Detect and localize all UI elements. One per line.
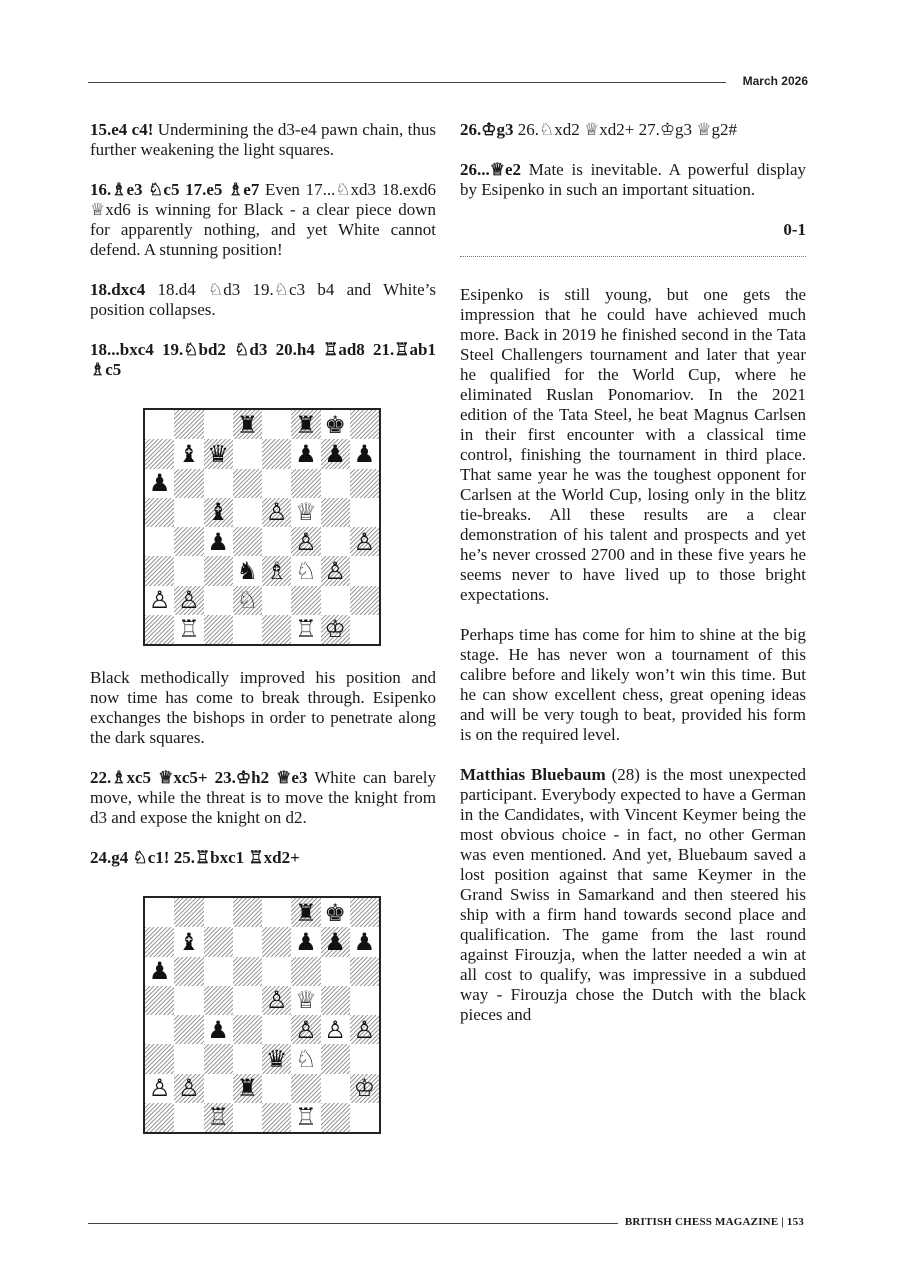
board-square — [262, 410, 291, 439]
board-square — [262, 469, 291, 498]
issue-date: March 2026 — [742, 74, 808, 88]
board-square — [233, 556, 262, 585]
board-square — [291, 1044, 320, 1073]
board-square — [291, 556, 320, 585]
board-square — [350, 1103, 379, 1132]
black-rook-icon: ♜ — [236, 1074, 259, 1103]
board-square — [174, 498, 203, 527]
black-bishop-icon: ♝ — [207, 498, 229, 527]
board-square — [350, 527, 379, 556]
white-pawn-icon: ♙ — [324, 556, 346, 585]
black-knight-icon: ♞ — [236, 556, 259, 585]
right-column — [460, 120, 806, 1025]
board-square — [262, 498, 291, 527]
board-square — [204, 1044, 233, 1073]
board-square — [174, 1103, 203, 1132]
board-square — [321, 410, 350, 439]
white-queen-icon: ♕ — [295, 986, 317, 1015]
board-square — [174, 527, 203, 556]
move-text: 15.e4 c4! — [90, 120, 154, 139]
black-bishop-icon: ♝ — [178, 439, 200, 468]
black-pawn-icon: ♟ — [295, 927, 317, 956]
board-square — [204, 927, 233, 956]
board-square — [145, 556, 174, 585]
white-bishop-icon: ♗ — [265, 556, 288, 585]
board-square — [204, 1015, 233, 1044]
board-square — [291, 586, 320, 615]
board-square — [350, 439, 379, 468]
white-pawn-icon: ♙ — [295, 527, 317, 556]
black-king-icon: ♚ — [324, 898, 346, 927]
board-square — [350, 498, 379, 527]
board-square — [262, 1103, 291, 1132]
black-rook-icon: ♜ — [295, 898, 317, 927]
board-square — [321, 1103, 350, 1132]
black-king-icon: ♚ — [324, 410, 346, 439]
move-text: 26.♔g3 — [460, 120, 514, 139]
commentary: 18.d4 ♘d3 19.♘c3 b4 and White’s position collapses. — [90, 280, 436, 319]
board-square — [291, 986, 320, 1015]
black-pawn-icon: ♟ — [148, 469, 171, 498]
move-paragraph — [90, 180, 436, 260]
move-text: 22.♗xc5 ♕xc5+ 23.♔h2 ♕e3 — [90, 768, 308, 787]
white-pawn-icon: ♙ — [148, 1074, 171, 1103]
divider — [460, 256, 806, 257]
white-pawn-icon: ♙ — [265, 986, 288, 1015]
board-square — [145, 469, 174, 498]
commentary: Undermining the d3-e4 pawn chain, thus further weakening the light squares. — [90, 120, 436, 159]
board-square — [321, 615, 350, 644]
commentary: (28) is the most unexpected participant. Everybody expected to have a German in the Candidates, with Vincent Keymer being the most obvious choice - in fact, no other German was even mentioned. And yet, Bluebaum saved a lost position against that same Keymer in the Grand Swiss in Samarkand and then steered his ship with a firm hand towards second place and qualification. The game from the last round against Firouzja, when the latter needed a win at all cost to qualify, was impressive in a subdued way - Firouzja chose the Dutch with the black pieces and — [460, 765, 806, 1024]
board-square — [262, 586, 291, 615]
black-bishop-icon: ♝ — [178, 927, 200, 956]
black-pawn-icon: ♟ — [148, 957, 171, 986]
header-rule — [88, 82, 726, 83]
board-square — [204, 615, 233, 644]
board-square — [233, 898, 262, 927]
board-square — [145, 527, 174, 556]
board-square — [350, 1015, 379, 1044]
white-knight-icon: ♘ — [236, 586, 259, 615]
board-square — [204, 556, 233, 585]
board-square — [204, 1103, 233, 1132]
black-pawn-icon: ♟ — [295, 439, 317, 468]
board-square — [321, 927, 350, 956]
board-square — [262, 439, 291, 468]
board-square — [262, 1015, 291, 1044]
board-square — [145, 986, 174, 1015]
white-king-icon: ♔ — [324, 615, 346, 644]
board-square — [321, 469, 350, 498]
white-knight-icon: ♘ — [295, 1044, 317, 1073]
board-square — [291, 498, 320, 527]
commentary: Mate is inevitable. A powerful display by Esipenko in such an important situation. — [460, 160, 806, 199]
player-name: Matthias Bluebaum — [460, 765, 606, 784]
black-pawn-icon: ♟ — [207, 1015, 229, 1044]
board-square — [174, 898, 203, 927]
board-square — [350, 986, 379, 1015]
board-square — [350, 957, 379, 986]
board-square — [350, 898, 379, 927]
white-rook-icon: ♖ — [207, 1103, 229, 1132]
black-rook-icon: ♜ — [295, 410, 317, 439]
board-square — [291, 1015, 320, 1044]
board-square — [145, 498, 174, 527]
black-rook-icon: ♜ — [236, 410, 259, 439]
black-pawn-icon: ♟ — [353, 439, 376, 468]
move-text: 18...bxc4 19.♘bd2 ♘d3 20.h4 ♖ad8 21.♖ab1 ♗c5 — [90, 340, 436, 379]
board-square — [233, 615, 262, 644]
board-square — [174, 556, 203, 585]
board-square — [233, 586, 262, 615]
board-square — [321, 527, 350, 556]
board-square — [350, 586, 379, 615]
white-pawn-icon: ♙ — [353, 1015, 376, 1044]
white-queen-icon: ♕ — [295, 498, 317, 527]
board-square — [145, 898, 174, 927]
white-pawn-icon: ♙ — [178, 1074, 200, 1103]
move-text: 26...♕e2 — [460, 160, 522, 179]
board-square — [233, 1103, 262, 1132]
board-square — [321, 498, 350, 527]
board-square — [233, 527, 262, 556]
board-square — [262, 615, 291, 644]
board-square — [350, 927, 379, 956]
board-square — [291, 957, 320, 986]
board-square — [262, 957, 291, 986]
board-square — [174, 410, 203, 439]
board-square — [145, 927, 174, 956]
move-text: 24.g4 ♘c1! 25.♖bxc1 ♖xd2+ — [90, 848, 300, 867]
board-square — [350, 410, 379, 439]
black-pawn-icon: ♟ — [324, 439, 346, 468]
board-square — [174, 927, 203, 956]
board-square — [174, 1015, 203, 1044]
black-pawn-icon: ♟ — [324, 927, 346, 956]
board-square — [174, 1074, 203, 1103]
board-square — [233, 957, 262, 986]
board-square — [204, 957, 233, 986]
article-paragraph: Esipenko is still young, but one gets the impression that he could have achieved much more. Back in 2019 he finished second in the Tata Steel Challengers tournament and later that year he qualified for the World Cup, where he eliminated Ruslan Ponomariov. In the 2021 edition of the Tata Steel, he beat Magnus Carlsen in their first encounter with a classical time control, finishing the tournament in third place. That same year he was the toughest opponent for Carlsen at the World Cup, losing only in the blitz tie-breaks. All these results are a clear demonstration of his talent and prospects and yet he’s never crossed 2700 and in these five years he seems never to have lived up to those bright expectations. — [460, 285, 806, 604]
board-square — [321, 1015, 350, 1044]
article-paragraph — [460, 765, 806, 1025]
black-queen-icon: ♛ — [265, 1044, 288, 1073]
left-column — [90, 120, 436, 1134]
move-paragraph — [90, 120, 436, 160]
white-pawn-icon: ♙ — [265, 498, 288, 527]
board-square — [350, 556, 379, 585]
board-square — [204, 498, 233, 527]
board-square — [291, 410, 320, 439]
board-square — [350, 469, 379, 498]
board-square — [233, 469, 262, 498]
board-square — [321, 556, 350, 585]
article-paragraph: Perhaps time has come for him to shine at the big stage. He has never won a tournament of this calibre before and likely won’t win this time. But he can show excellent chess, great opening ideas and will be very tough to beat, provided his form is on the required level. — [460, 625, 806, 744]
white-rook-icon: ♖ — [295, 615, 317, 644]
board-square — [321, 898, 350, 927]
board-square — [262, 1044, 291, 1073]
board-square — [262, 527, 291, 556]
board-square — [321, 439, 350, 468]
black-pawn-icon: ♟ — [207, 527, 229, 556]
move-paragraph — [460, 160, 806, 200]
board-square — [233, 410, 262, 439]
white-rook-icon: ♖ — [178, 615, 200, 644]
board-square — [174, 986, 203, 1015]
white-pawn-icon: ♙ — [178, 586, 200, 615]
board-square — [350, 1044, 379, 1073]
board-square — [174, 469, 203, 498]
board-square — [204, 986, 233, 1015]
board-square — [291, 927, 320, 956]
board-square — [321, 957, 350, 986]
board-square — [262, 927, 291, 956]
board-square — [233, 439, 262, 468]
move-paragraph — [90, 768, 436, 828]
board-square — [262, 1074, 291, 1103]
board-square — [145, 1015, 174, 1044]
chess-diagram-2 — [143, 896, 381, 1134]
board-square — [204, 527, 233, 556]
white-king-icon: ♔ — [353, 1074, 376, 1103]
board-square — [145, 957, 174, 986]
footer-rule — [88, 1223, 618, 1224]
board-square — [145, 410, 174, 439]
game-result — [460, 220, 806, 240]
board-square — [204, 1074, 233, 1103]
board-square — [204, 586, 233, 615]
board-square — [291, 439, 320, 468]
black-pawn-icon: ♟ — [353, 927, 376, 956]
board-square — [291, 898, 320, 927]
board-square — [145, 586, 174, 615]
board-square — [262, 986, 291, 1015]
board-square — [321, 986, 350, 1015]
board-square — [291, 615, 320, 644]
board-square — [321, 1074, 350, 1103]
board-square — [145, 1044, 174, 1073]
board-square — [204, 898, 233, 927]
black-queen-icon: ♛ — [207, 439, 229, 468]
board-square — [204, 410, 233, 439]
board-square — [174, 1044, 203, 1073]
board-square — [350, 615, 379, 644]
move-text: 16.♗e3 ♘c5 17.e5 ♗e7 — [90, 180, 260, 199]
board-square — [291, 469, 320, 498]
result-text: 0-1 — [783, 220, 806, 239]
commentary: 26.♘xd2 ♕xd2+ 27.♔g3 ♕g2# — [513, 120, 738, 139]
board-square — [174, 439, 203, 468]
board-square — [291, 1103, 320, 1132]
chess-diagram-1 — [143, 408, 381, 646]
board-square — [350, 1074, 379, 1103]
board-square — [321, 1044, 350, 1073]
board-square — [145, 1103, 174, 1132]
board-square — [174, 586, 203, 615]
white-knight-icon: ♘ — [295, 556, 317, 585]
board-square — [262, 898, 291, 927]
board-square — [233, 1074, 262, 1103]
board-square — [262, 556, 291, 585]
white-pawn-icon: ♙ — [295, 1015, 317, 1044]
board-square — [145, 615, 174, 644]
board-square — [321, 586, 350, 615]
board-square — [204, 439, 233, 468]
white-pawn-icon: ♙ — [353, 527, 376, 556]
move-text: 18.dxc4 — [90, 280, 146, 299]
commentary: Even 17...♘xd3 18.exd6 ♕xd6 is winning for Black - a clear piece down for apparently nothing, and yet White cannot defend. A stunning position! — [90, 180, 436, 259]
board-square — [174, 615, 203, 644]
white-rook-icon: ♖ — [295, 1103, 317, 1132]
board-square — [174, 957, 203, 986]
board-square — [204, 469, 233, 498]
board-square — [233, 986, 262, 1015]
move-paragraph — [90, 280, 436, 320]
board-square — [233, 498, 262, 527]
board-square — [291, 1074, 320, 1103]
commentary-paragraph: Black methodically improved his position and now time has come to break through. Esipenko exchanges the bishops in order to penetrate along the dark squares. — [90, 668, 436, 747]
footer-text: BRITISH CHESS MAGAZINE | 153 — [624, 1216, 804, 1228]
board-square — [233, 1015, 262, 1044]
board-square — [145, 1074, 174, 1103]
board-square — [233, 927, 262, 956]
commentary: White can barely move, while the threat is to move the knight from d3 and expose the knight on d2. — [90, 768, 436, 827]
move-paragraph — [90, 848, 436, 868]
move-paragraph — [460, 120, 806, 140]
white-pawn-icon: ♙ — [148, 586, 171, 615]
board-square — [233, 1044, 262, 1073]
board-square — [291, 527, 320, 556]
white-pawn-icon: ♙ — [324, 1015, 346, 1044]
move-paragraph — [90, 340, 436, 380]
board-square — [145, 439, 174, 468]
